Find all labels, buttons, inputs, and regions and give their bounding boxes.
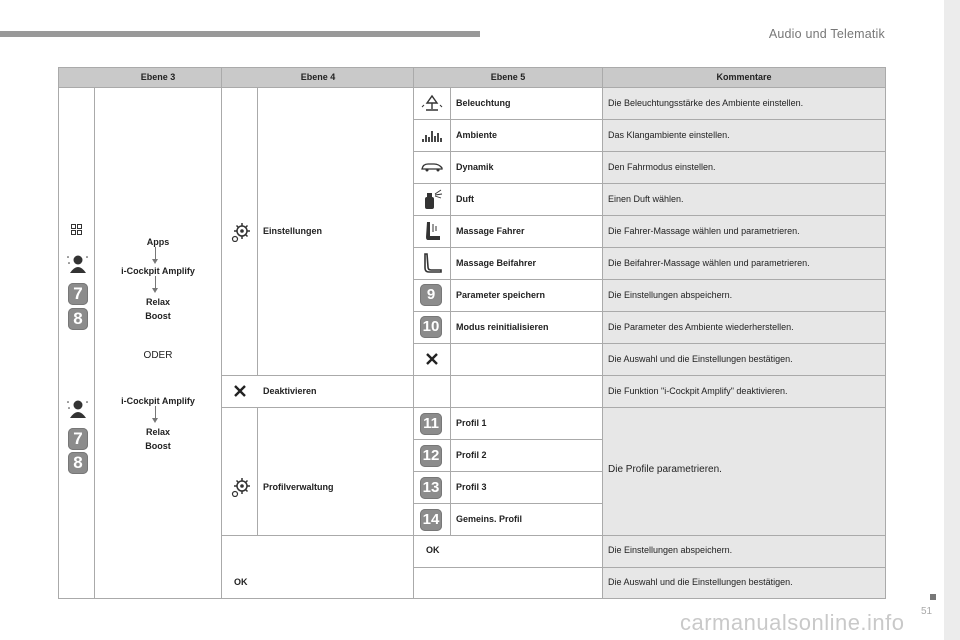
equalizer-icon (421, 126, 443, 144)
profile-label: Gemeins. Profil (456, 514, 523, 524)
page-number: 51 (921, 606, 933, 617)
row-label: Parameter speichern (456, 290, 546, 300)
row-label: Beleuchtung (456, 98, 511, 108)
seat-driver-icon (422, 220, 444, 242)
col-header-ebene5: Ebene 5 (490, 72, 526, 82)
step-badge: 13 (420, 477, 442, 499)
row-comment: Die Einstellungen abspeichern. (608, 290, 733, 300)
step-badge: 14 (420, 509, 442, 531)
row-label: Modus reinitialisieren (456, 322, 549, 332)
col-header-kommentare: Kommentare (716, 72, 772, 82)
row-comment: Einen Duft wählen. (608, 194, 684, 204)
page-marker (930, 594, 936, 600)
step-badge: 7 (68, 428, 88, 450)
step-badge: 9 (420, 284, 442, 306)
profilverwaltung-label: Profilverwaltung (263, 482, 334, 492)
row-comment: Die Parameter des Ambiente wiederherstellen. (608, 322, 794, 332)
relax-boost-label: Relax Boost (145, 427, 171, 451)
header-bar (0, 31, 480, 37)
step-badge: 11 (420, 413, 442, 435)
deaktivieren-comment: Die Funktion "i-Cockpit Amplify" deaktivieren. (608, 386, 788, 396)
row-comment: Die Beleuchtungsstärke des Ambiente einstellen. (608, 98, 804, 108)
row-comment: Die Auswahl und die Einstellungen bestätigen. (608, 354, 793, 364)
down-arrow-icon (155, 276, 156, 289)
row-label: Massage Fahrer (456, 226, 525, 236)
row-label: Massage Beifahrer (456, 258, 537, 268)
amplify-label: i-Cockpit Amplify (121, 266, 195, 276)
profile-label: Profil 3 (456, 482, 487, 492)
profile-label: Profil 1 (456, 418, 487, 428)
amplify-label: i-Cockpit Amplify (121, 396, 195, 406)
profile-label: Profil 2 (456, 450, 487, 460)
step-badge: 8 (68, 452, 88, 474)
col-header-ebene4: Ebene 4 (300, 72, 336, 82)
einstellungen-label: Einstellungen (263, 226, 323, 236)
ok-label: OK (426, 545, 440, 555)
deaktivieren-label: Deaktivieren (263, 386, 317, 396)
row-comment: Das Klangambiente einstellen. (608, 130, 730, 140)
step-badge: 10 (420, 316, 442, 338)
watermark: carmanualsonline.info (680, 610, 905, 635)
step-badge: 8 (68, 308, 88, 330)
ok-label: OK (234, 577, 248, 587)
final-ok-comment: Die Auswahl und die Einstellungen bestätigen. (608, 577, 793, 587)
perfume-icon (423, 188, 443, 210)
apps-grid-icon (71, 224, 82, 235)
row-comment: Die Fahrer-Massage wählen und parametrieren. (608, 226, 800, 236)
page-edge-strip (944, 0, 960, 640)
row-label: Ambiente (456, 130, 498, 140)
settings-gear-icon (231, 222, 251, 242)
down-arrow-icon (155, 406, 156, 419)
row-comment: Den Fahrmodus einstellen. (608, 162, 716, 172)
settings-gear-icon (231, 477, 251, 497)
close-icon (426, 353, 438, 365)
relax-boost-label: Relax Boost (145, 297, 171, 321)
oder-label: ODER (143, 350, 173, 361)
row-label: Duft (456, 194, 474, 204)
section-title: Audio und Telematik (768, 27, 885, 41)
lamp-icon (421, 93, 443, 113)
amplify-person-icon (66, 398, 88, 418)
step-badge: 7 (68, 283, 88, 305)
row-comment: Die Beifahrer-Massage wählen und parametrieren. (608, 258, 810, 268)
close-icon (234, 385, 246, 397)
amplify-person-icon (66, 253, 88, 273)
col-header-ebene3: Ebene 3 (140, 72, 176, 82)
seat-passenger-icon (422, 252, 444, 274)
car-icon (420, 160, 444, 172)
settings-table (58, 67, 886, 599)
row-label: Dynamik (456, 162, 494, 172)
apps-label: Apps (146, 237, 170, 247)
profiles-comment: Die Profile parametrieren. (608, 464, 722, 475)
step-badge: 12 (420, 445, 442, 467)
down-arrow-icon (155, 247, 156, 260)
profile-ok-comment: Die Einstellungen abspeichern. (608, 545, 733, 555)
